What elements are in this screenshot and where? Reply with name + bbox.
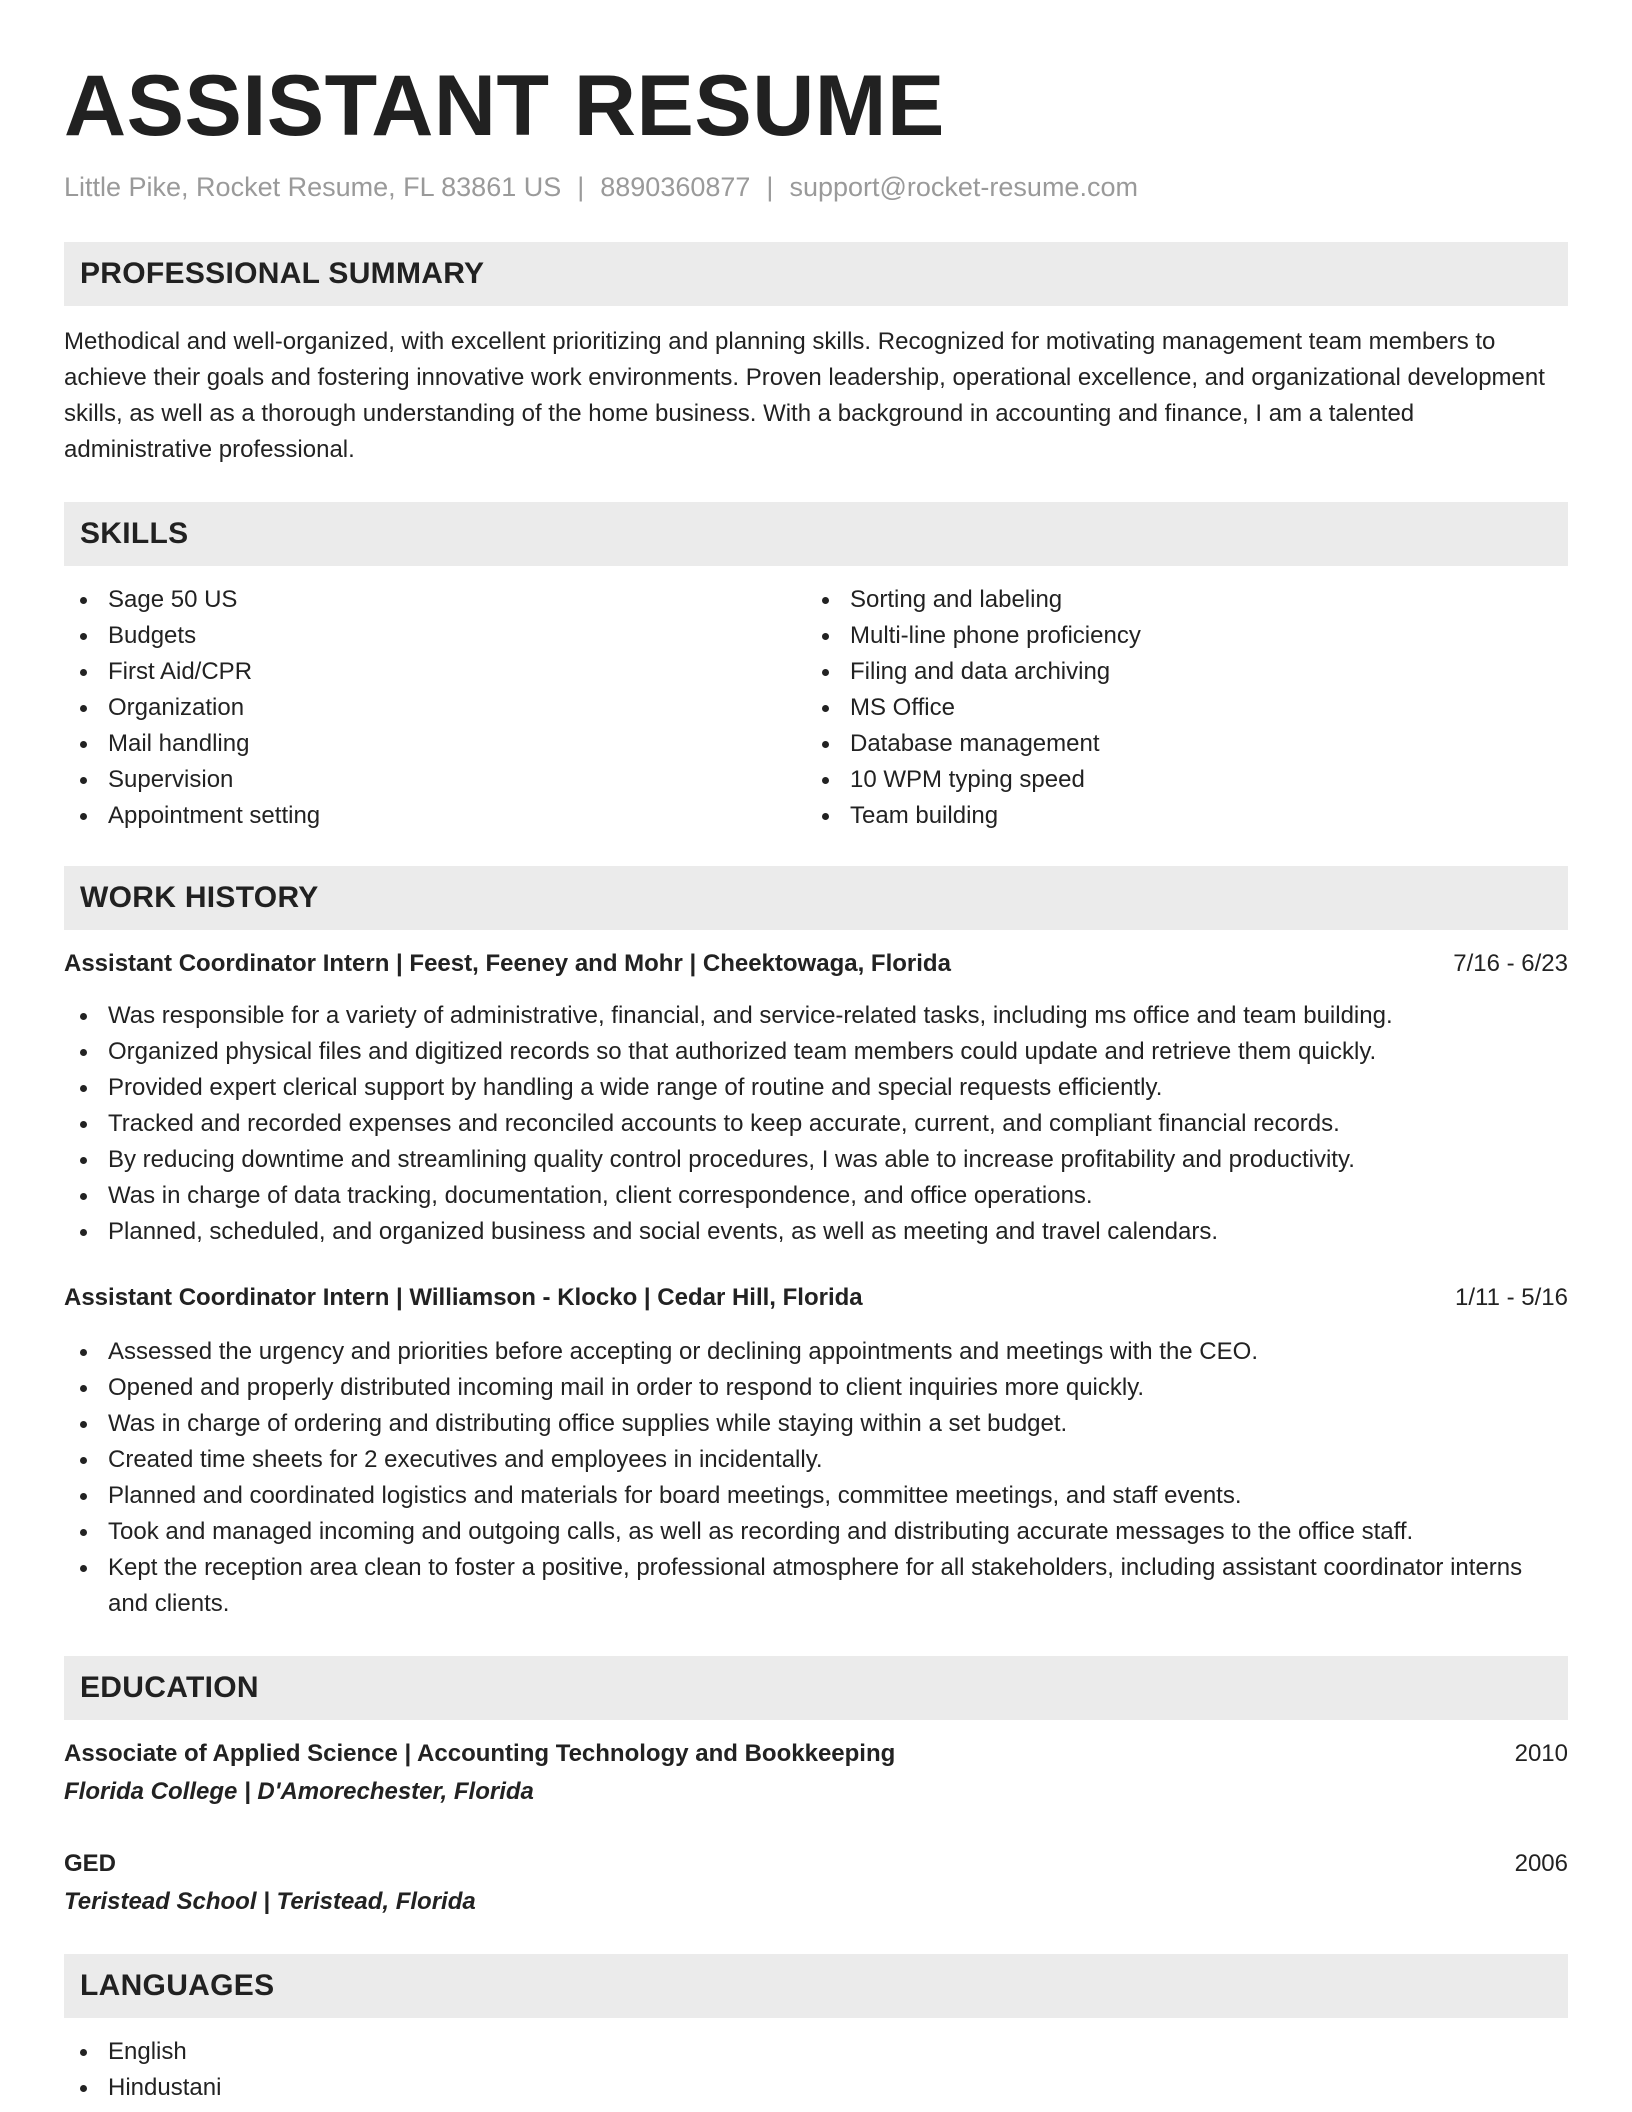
education-school: Florida College | D'Amorechester, Florida [64, 1778, 534, 1805]
resume-page [64, 0, 1568, 2106]
job-bullet: Was in charge of ordering and distributing office supplies while staying within a set budget. [64, 1406, 1568, 1442]
skills-column-left [64, 582, 806, 834]
job-header [64, 1280, 1568, 1316]
job-bullet: Planned, scheduled, and organized business and social events, as well as meeting and travel calendars. [64, 1214, 1568, 1250]
job-title: Assistant Coordinator Intern | Feest, Feeney and Mohr | Cheektowaga, Florida [64, 950, 951, 977]
skill-item: Mail handling [64, 726, 806, 762]
job-header [64, 946, 1568, 982]
job-bullet: Created time sheets for 2 executives and employees in incidentally. [64, 1442, 1568, 1478]
languages-heading: LANGUAGES [64, 1954, 1568, 2018]
job-bullets [64, 998, 1568, 1250]
job-bullets [64, 1334, 1568, 1622]
job-entry [64, 946, 1568, 1250]
education-entry [64, 1736, 1568, 1810]
contact-separator: | [577, 172, 585, 202]
education-year: 2010 [1514, 1740, 1568, 1767]
contact-phone: 8890360877 [600, 172, 751, 202]
education-degree: Associate of Applied Science | Accounting Technology and Bookkeeping [64, 1740, 896, 1767]
skill-item: Sage 50 US [64, 582, 806, 618]
job-title: Assistant Coordinator Intern | Williamson - Klocko | Cedar Hill, Florida [64, 1284, 863, 1311]
skill-item: First Aid/CPR [64, 654, 806, 690]
education-header [64, 1846, 1568, 1882]
skill-item: Filing and data archiving [806, 654, 1548, 690]
summary-heading: PROFESSIONAL SUMMARY [64, 242, 1568, 306]
contact-address: Little Pike, Rocket Resume, FL 83861 US [64, 172, 562, 202]
job-dates: 7/16 - 6/23 [1453, 950, 1568, 977]
skills-list [64, 582, 1568, 834]
job-bullet: Opened and properly distributed incoming mail in order to respond to client inquiries more quickly. [64, 1370, 1568, 1406]
job-bullet: Took and managed incoming and outgoing calls, as well as recording and distributing accurate messages to the office staff. [64, 1514, 1568, 1550]
skills-column-right [806, 582, 1548, 834]
resume-title: ASSISTANT RESUME [64, 58, 945, 154]
language-item: Hindustani [64, 2070, 1568, 2106]
skill-item: Multi-line phone proficiency [806, 618, 1548, 654]
skill-item: Budgets [64, 618, 806, 654]
skill-item: Team building [806, 798, 1548, 834]
job-bullet: Kept the reception area clean to foster a positive, professional atmosphere for all stakeholders, including assistant coordinator interns and clients. [64, 1550, 1568, 1622]
skill-item: Appointment setting [64, 798, 806, 834]
work-history-heading: WORK HISTORY [64, 866, 1568, 930]
contact-line [64, 170, 1568, 204]
job-bullet: Assessed the urgency and priorities before accepting or declining appointments and meetings with the CEO. [64, 1334, 1568, 1370]
education-school: Teristead School | Teristead, Florida [64, 1888, 476, 1915]
job-bullet: Planned and coordinated logistics and materials for board meetings, committee meetings, and staff events. [64, 1478, 1568, 1514]
language-item: English [64, 2034, 1568, 2070]
skill-item: Database management [806, 726, 1548, 762]
education-header [64, 1736, 1568, 1772]
contact-separator: | [766, 172, 774, 202]
job-bullet: Provided expert clerical support by handling a wide range of routine and special requests efficiently. [64, 1070, 1568, 1106]
skill-item: Sorting and labeling [806, 582, 1548, 618]
languages-list [64, 2034, 1568, 2106]
skill-item: Organization [64, 690, 806, 726]
education-heading: EDUCATION [64, 1656, 1568, 1720]
job-dates: 1/11 - 5/16 [1455, 1284, 1568, 1311]
job-bullet: By reducing downtime and streamlining quality control procedures, I was able to increase profitability and productivity. [64, 1142, 1568, 1178]
skill-item: Supervision [64, 762, 806, 798]
job-bullet: Was in charge of data tracking, documentation, client correspondence, and office operations. [64, 1178, 1568, 1214]
skill-item: MS Office [806, 690, 1548, 726]
job-bullet: Was responsible for a variety of administrative, financial, and service-related tasks, including ms office and team building. [64, 998, 1568, 1034]
skills-heading: SKILLS [64, 502, 1568, 566]
education-year: 2006 [1514, 1850, 1568, 1877]
job-bullet: Organized physical files and digitized records so that authorized team members could update and retrieve them quickly. [64, 1034, 1568, 1070]
contact-email: support@rocket-resume.com [789, 172, 1138, 202]
education-entry [64, 1846, 1568, 1920]
education-degree: GED [64, 1850, 117, 1877]
job-bullet: Tracked and recorded expenses and reconciled accounts to keep accurate, current, and compliant financial records. [64, 1106, 1568, 1142]
summary-text: Methodical and well-organized, with excellent prioritizing and planning skills. Recognized for motivating management team members to achieve their goals and fostering innovative work environments. Proven leadership, operational excellence, and organizational development skills, as well as a thorough understanding of the home business. With a background in accounting and finance, I am a talented administrative professional. [64, 328, 1545, 463]
job-entry [64, 1280, 1568, 1622]
skill-item: 10 WPM typing speed [806, 762, 1548, 798]
